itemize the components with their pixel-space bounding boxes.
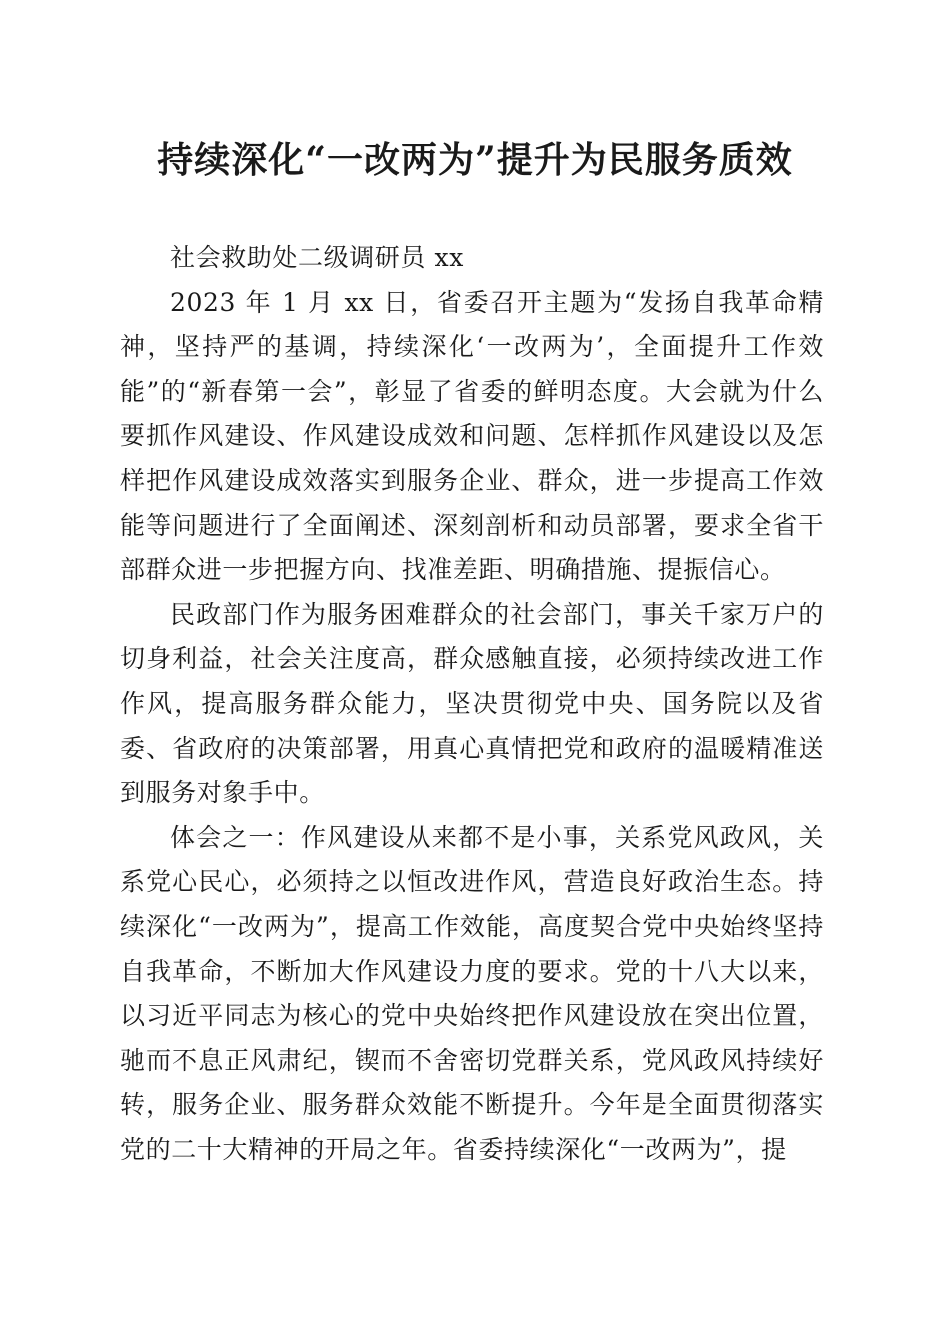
author-line: 社会救助处二级调研员 xx (170, 243, 464, 272)
paragraph-1: 2023 年 1 月 xx 日，省委召开主题为“发扬自我革命精神，坚持严的基调，持续深化‘一改两为’，全面提升工作效能”的“新春第一会”，彰显了省委的鲜明态度。大会就为什么要抓作风建设、作风建设成效和问题、怎样抓作风建设以及怎样把作风建设成效落实到服务企业、群众，进一步提高工作效能等问题进行了全面阐述、深刻剖析和动员部署，要求全省干部群众进一步把握方向、找准差距、明确措施、提振信心。 (120, 287, 824, 585)
document-title: 持续深化“一改两为”提升为民服务质效 (157, 139, 793, 181)
document-body (120, 236, 824, 1172)
paragraph-2: 民政部门作为服务困难群众的社会部门，事关千家万户的切身利益，社会关注度高，群众感触直接，必须持续改进工作作风，提高服务群众能力，坚决贯彻党中央、国务院以及省委、省政府的决策部署，用真心真情把党和政府的温暖精准送到服务对象手中。 (120, 599, 824, 808)
paragraph-3: 体会之一：作风建设从来都不是小事，关系党风政风，关系党心民心，必须持之以恒改进作风，营造良好政治生态。持续深化“一改两为”，提高工作效能，高度契合党中央始终坚持自我革命，不断加大作风建设力度的要求。党的十八大以来，以习近平同志为核心的党中央始终把作风建设放在突出位置，驰而不息正风肃纪，锲而不舍密切党群关系，党风政风持续好转，服务企业、服务群众效能不断提升。今年是全面贯彻落实党的二十大精神的开局之年。省委持续深化“一改两为”，提 (120, 822, 824, 1164)
